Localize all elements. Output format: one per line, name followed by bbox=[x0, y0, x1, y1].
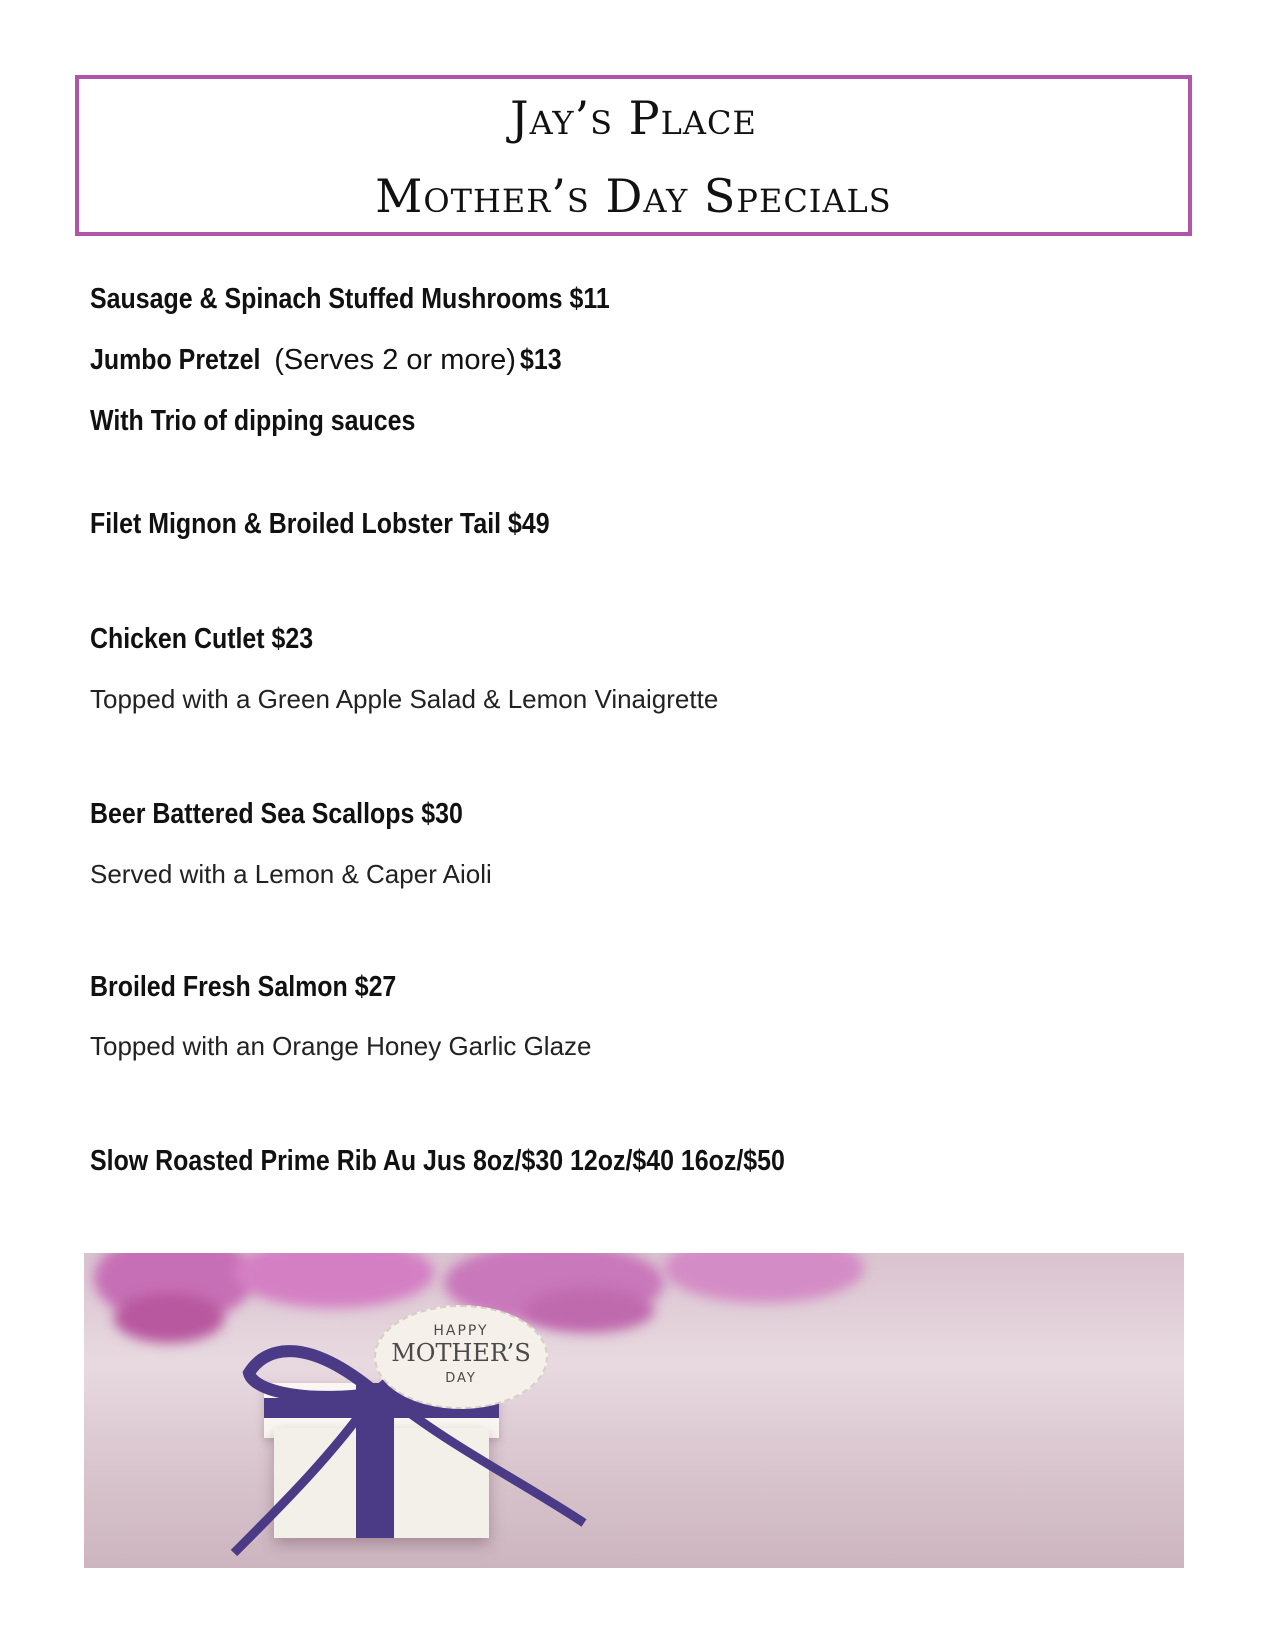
header-box bbox=[75, 75, 1192, 236]
scallops-description: Served with a Lemon & Caper Aioli bbox=[90, 859, 492, 889]
mothers-day-gift-image bbox=[84, 1253, 1184, 1568]
menu-item-filet: Filet Mignon & Broiled Lobster Tail $49 bbox=[90, 508, 550, 540]
menu-item-salmon: Broiled Fresh Salmon $27 bbox=[90, 971, 397, 1003]
pretzel-serves: (Serves 2 or more) bbox=[274, 344, 516, 376]
tag-line-3: DAY bbox=[445, 1371, 477, 1386]
salmon-description: Topped with an Orange Honey Garlic Glaze bbox=[90, 1031, 592, 1061]
tag-line-2: MOTHER’S bbox=[391, 1339, 531, 1367]
menu-title: Mother’s Day Specials bbox=[375, 169, 892, 223]
menu-item-prime-rib: Slow Roasted Prime Rib Au Jus 8oz/$30 12oz/$40 16oz/$50 bbox=[90, 1145, 785, 1177]
ribbon-bow bbox=[84, 1253, 1184, 1568]
tag-line-1: HAPPY bbox=[433, 1323, 489, 1339]
pretzel-name: Jumbo Pretzel bbox=[90, 344, 261, 376]
menu-item-scallops: Beer Battered Sea Scallops $30 bbox=[90, 798, 463, 830]
happy-mothers-day-tag bbox=[374, 1305, 548, 1409]
chicken-description: Topped with a Green Apple Salad & Lemon Vinaigrette bbox=[90, 684, 719, 714]
pretzel-description: With Trio of dipping sauces bbox=[90, 405, 416, 437]
menu-item-mushrooms: Sausage & Spinach Stuffed Mushrooms $11 bbox=[90, 283, 610, 315]
restaurant-name: Jay’s Place bbox=[510, 91, 757, 145]
pretzel-price: $13 bbox=[520, 344, 563, 376]
menu-item-chicken: Chicken Cutlet $23 bbox=[90, 623, 314, 655]
menu-item-pretzel bbox=[90, 344, 569, 377]
